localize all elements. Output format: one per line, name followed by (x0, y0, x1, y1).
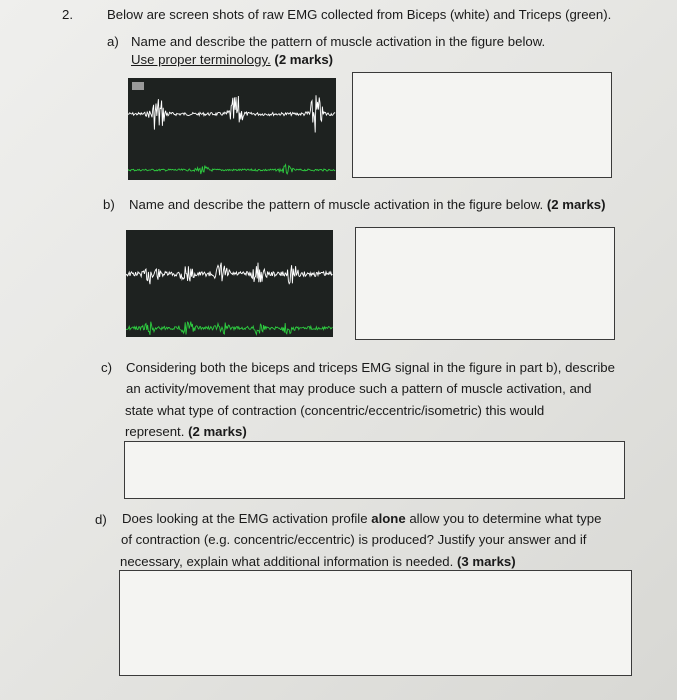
emg-figure-a-plot (128, 78, 336, 180)
part-d-line2: of contraction (e.g. concentric/eccentric) is produced? Justify your answer and if (121, 532, 587, 547)
emg-a-triceps-trace (128, 165, 335, 174)
part-c-line2: an activity/movement that may produce such a pattern of muscle activation, and (126, 381, 592, 396)
part-d-alone: alone (371, 511, 406, 526)
part-a-line1: Name and describe the pattern of muscle activation in the figure below. (131, 34, 546, 49)
part-d-text1b: allow you to determine what type (405, 511, 602, 526)
part-b-text: Name and describe the pattern of muscle activation in the figure below. (129, 197, 544, 212)
emg-b-triceps-trace (126, 322, 332, 335)
part-a-line2 (131, 51, 333, 69)
answer-box-d[interactable] (119, 570, 632, 676)
part-c-marks: (2 marks) (188, 424, 247, 439)
answer-box-b[interactable] (355, 227, 615, 340)
part-c-text4: represent. (125, 424, 185, 439)
emg-a-marker (132, 82, 144, 90)
emg-figure-a (128, 78, 336, 180)
emg-b-biceps-trace (126, 263, 332, 285)
part-d-marks: (3 marks) (456, 554, 516, 569)
part-a-marks: (2 marks) (274, 52, 334, 67)
part-c-letter: c) (101, 360, 112, 375)
part-c-line3: state what type of contraction (concentric/eccentric/isometric) this would (125, 403, 545, 418)
part-d-text3: necessary, explain what additional information is needed. (120, 554, 454, 569)
emg-figure-b (126, 230, 333, 337)
part-a-letter: a) (107, 34, 119, 49)
emg-figure-b-plot (126, 230, 333, 337)
part-b-line1 (129, 196, 606, 214)
part-d-letter: d) (95, 512, 107, 527)
question-title: Below are screen shots of raw EMG collected from Biceps (white) and Triceps (green). (107, 7, 612, 22)
part-d-text1a: Does looking at the EMG activation profile (122, 511, 372, 526)
part-c-line1: Considering both the biceps and triceps EMG signal in the figure in part b), describe (126, 360, 615, 375)
answer-box-c[interactable] (124, 441, 625, 499)
part-d-line1 (122, 508, 601, 530)
emg-a-biceps-trace (128, 95, 335, 132)
answer-box-a[interactable] (352, 72, 612, 178)
part-a-terminology: Use proper terminology. (131, 52, 271, 67)
question-number: 2. (62, 7, 73, 22)
part-b-letter: b) (103, 197, 115, 212)
part-b-marks: (2 marks) (546, 197, 606, 212)
part-c-line4 (125, 421, 247, 443)
